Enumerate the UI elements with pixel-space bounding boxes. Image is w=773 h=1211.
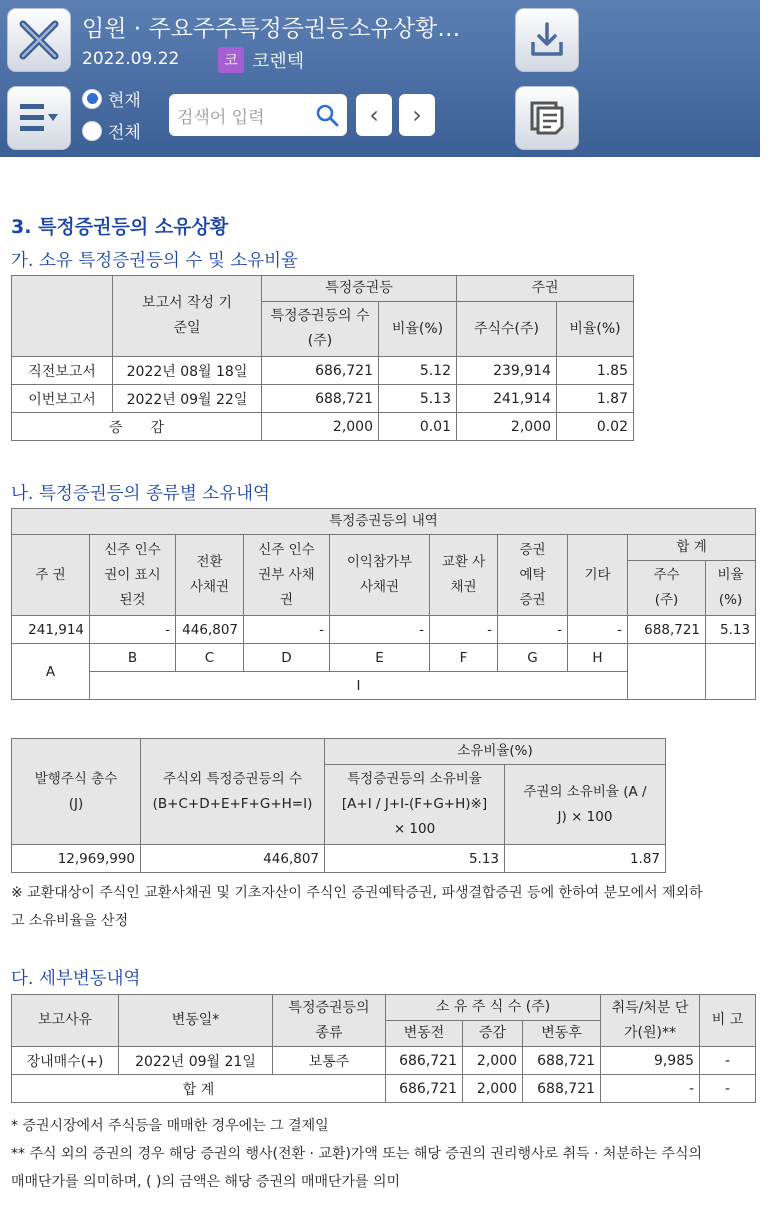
download-button[interactable] [515, 8, 579, 72]
col-stock-ratio: 비율(%) [557, 302, 634, 357]
list-menu-icon [16, 98, 62, 138]
col-detail: 특정증권등의 내역 [12, 509, 756, 535]
table-row-total: 합 계 686,721 2,000 688,721 - - [12, 1075, 756, 1103]
chevron-right-icon: › [412, 101, 422, 129]
chevron-left-icon: ‹ [369, 101, 379, 129]
menu-button[interactable] [7, 86, 71, 150]
page-title: 임원 · 주요주주특정증권등소유상황… [82, 16, 461, 42]
document-copy-icon [527, 98, 567, 138]
subsection-title-c: 다. 세부변동내역 [11, 969, 141, 989]
table-row: 이번보고서 2022년 09월 22일 688,721 5.13 241,914 1.87 [12, 385, 634, 413]
table-row: 12,969,990 446,807 5.13 1.87 [12, 845, 666, 873]
radio-unselected-icon [82, 121, 102, 141]
col-spec-ratio: 비율(%) [379, 302, 457, 357]
copy-button[interactable] [515, 86, 579, 150]
change-detail-table: 보고사유 변동일* 특정증권등의 종류 소 유 주 식 수 (주) 취득/처분 단가(원)** 비 고 변동전 증감 변동후 장내매수(+) 2022년 09월 21일 보통주 686,721 2,000 688,721 9,985 - 합 계 686,721 2,000 688,721 - - [11, 994, 756, 1103]
subsection-title-a: 가. 소유 특정증권등의 수 및 소유비율 [11, 251, 298, 271]
table-row-diff: 증 감 2,000 0.01 2,000 0.02 [12, 413, 634, 441]
app-header [0, 0, 760, 157]
corp-badge: 코 [218, 47, 244, 73]
close-button[interactable] [7, 8, 71, 72]
ratio-footnote: ※ 교환대상이 주식인 교환사채권 및 기초자산이 주식인 증권예탁증권, 파생결합증권 등에 한하여 분모에서 제외하고 소유비율을 산정 [11, 885, 703, 929]
radio-current[interactable]: 현재 [82, 86, 141, 111]
col-report-date: 보고서 작성 기준일 [113, 276, 262, 357]
holdings-by-type-table: 특정증권등의 내역 주 권 신주 인수권이 표시된것 전환 사채권 신주 인수권부 사채권 이익참가부 사채권 교환 사채권 증권 예탁 증권 기타 합 계 주수 (주) 비율 (%) 241,914 - 446,807 - - - - - 688,721 5.13 A B C D E F G H I [11, 508, 756, 700]
table-row: 241,914 - 446,807 - - - - - 688,721 5.13 [12, 616, 756, 644]
table-row: 장내매수(+) 2022년 09월 21일 보통주 686,721 2,000 688,721 9,985 - [12, 1047, 756, 1075]
company-label [218, 47, 304, 73]
section-title: 3. 특정증권등의 소유상황 [11, 216, 229, 238]
col-stock-count: 주식수(주) [457, 302, 557, 357]
ownership-ratio-table: 발행주식 총수 (J) 주식외 특정증권등의 수 (B+C+D+E+F+G+H=I) 소유비율(%) 특정증권등의 소유비율 [A+I / J+I-(F+G+H)※] × 100 주권의 소유비율 (A / J) × 100 12,969,990 446,807 5.13 1.87 [11, 738, 666, 873]
col-spec: 특정증권등 [262, 276, 457, 302]
close-icon [17, 18, 61, 62]
subsection-title-b: 나. 특정증권등의 종류별 소유내역 [11, 484, 270, 504]
next-button[interactable] [399, 94, 435, 136]
report-date: 2022.09.22 [82, 49, 180, 69]
table-row: 직전보고서 2022년 08월 18일 686,721 5.12 239,914 1.85 [12, 357, 634, 385]
download-icon [527, 20, 567, 60]
ownership-summary-table [11, 275, 634, 441]
letter-row: A B C D E F G H [12, 644, 756, 672]
col-stock: 주권 [457, 276, 634, 302]
radio-all[interactable]: 전체 [82, 118, 141, 143]
radio-selected-icon [82, 89, 102, 109]
company-name: 코렌텍 [252, 51, 305, 72]
search-icon[interactable] [315, 103, 339, 127]
footnote-1: * 증권시장에서 주식등을 매매한 경우에는 그 결제일 [11, 1118, 329, 1134]
search-input[interactable]: 검색어 입력 [169, 94, 347, 136]
prev-button[interactable] [356, 94, 392, 136]
col-spec-count: 특정증권등의 수(주) [262, 302, 379, 357]
footnote-2: ** 주식 외의 증권의 경우 해당 증권의 행사(전환 · 교환)가액 또는 해당 증권의 권리행사로 취득 · 처분하는 주식의 매매단가를 의미하며, ( )의 금액은 해당 증권의 매매단가를 의미 [11, 1146, 703, 1190]
